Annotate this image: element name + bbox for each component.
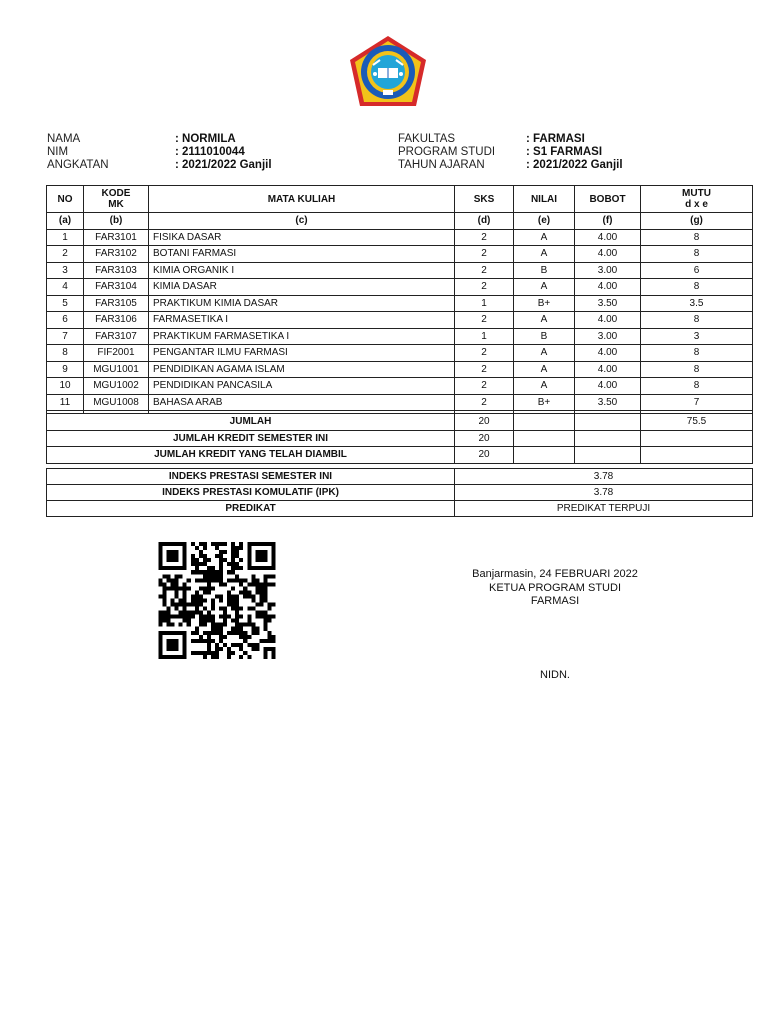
cell-sks: 2 — [455, 361, 514, 378]
cell-mata-kuliah: FARMASETIKA I — [149, 312, 455, 329]
cell-kode: FAR3104 — [84, 279, 149, 296]
header-nilai: NILAI — [514, 186, 575, 213]
cell-sks: 2 — [455, 312, 514, 329]
cell-mata-kuliah: PRAKTIKUM KIMIA DASAR — [149, 295, 455, 312]
cell-bobot: 4.00 — [575, 279, 641, 296]
subheader-b: (b) — [84, 213, 149, 230]
subheader-e: (e) — [514, 213, 575, 230]
kredit-diambil-label: JUMLAH KREDIT YANG TELAH DIAMBIL — [47, 447, 455, 464]
cell-mata-kuliah: PENGANTAR ILMU FARMASI — [149, 345, 455, 362]
cell-nilai: A — [514, 361, 575, 378]
student-info-left — [47, 133, 272, 172]
cell-kode: MGU1002 — [84, 378, 149, 395]
header-mata-kuliah: MATA KULIAH — [149, 186, 455, 213]
signature-title: KETUA PROGRAM STUDI — [488, 581, 622, 594]
cell-mata-kuliah: PENDIDIKAN AGAMA ISLAM — [149, 361, 455, 378]
info-row-nama — [47, 133, 272, 146]
info-label: NIM — [47, 146, 69, 158]
cell-sks: 2 — [455, 345, 514, 362]
cell-no: 2 — [47, 246, 84, 263]
cell-sks: 1 — [455, 328, 514, 345]
jumlah-mutu: 75.5 — [641, 414, 753, 431]
empty-cell — [514, 447, 575, 464]
ips-row — [47, 469, 753, 485]
table-row — [47, 394, 753, 411]
cell-mutu: 8 — [641, 229, 753, 246]
cell-bobot: 4.00 — [575, 378, 641, 395]
ips-value: 3.78 — [455, 469, 753, 485]
cell-kode: FAR3101 — [84, 229, 149, 246]
cell-mata-kuliah: BAHASA ARAB — [149, 394, 455, 411]
subheader-d: (d) — [455, 213, 514, 230]
empty-cell — [575, 414, 641, 431]
empty-cell — [514, 414, 575, 431]
cell-nilai: A — [514, 246, 575, 263]
cell-bobot: 3.50 — [575, 394, 641, 411]
ipk-label: INDEKS PRESTASI KOMULATIF (IPK) — [47, 485, 455, 501]
cell-kode: MGU1001 — [84, 361, 149, 378]
info-row-tahun-ajaran — [398, 159, 623, 172]
empty-cell — [641, 447, 753, 464]
cell-no: 1 — [47, 229, 84, 246]
cell-kode: FAR3105 — [84, 295, 149, 312]
cell-nilai: A — [514, 345, 575, 362]
cell-nilai: A — [514, 378, 575, 395]
info-row-angkatan — [47, 159, 272, 172]
info-label: PROGRAM STUDI — [398, 146, 496, 158]
cell-sks: 2 — [455, 394, 514, 411]
cell-mata-kuliah: PENDIDIKAN PANCASILA — [149, 378, 455, 395]
kredit-diambil-value: 20 — [455, 447, 514, 464]
cell-mutu: 8 — [641, 246, 753, 263]
cell-no: 8 — [47, 345, 84, 362]
header-mutu-line2: d x e — [685, 199, 708, 210]
header-sks: SKS — [455, 186, 514, 213]
cell-mata-kuliah: KIMIA ORGANIK I — [149, 262, 455, 279]
info-value: : NORMILA — [175, 133, 236, 145]
predikat-row — [47, 501, 753, 517]
ipk-row — [47, 485, 753, 501]
empty-cell — [575, 430, 641, 447]
signature-place-date: Banjarmasin, 24 FEBRUARI 2022 — [472, 568, 638, 580]
table-row — [47, 295, 753, 312]
cell-sks: 1 — [455, 295, 514, 312]
empty-cell — [641, 430, 753, 447]
kredit-semester-value: 20 — [455, 430, 514, 447]
cell-mutu: 8 — [641, 345, 753, 362]
cell-sks: 2 — [455, 229, 514, 246]
header-mutu-line1: MUTU — [682, 188, 711, 199]
grades-table — [46, 185, 753, 464]
cell-nilai: B+ — [514, 394, 575, 411]
qr-code-icon — [155, 542, 279, 659]
grade-rows — [47, 229, 753, 411]
info-label: ANGKATAN — [47, 159, 109, 171]
signature-unit: FARMASI — [530, 595, 580, 607]
header-kode-mk — [84, 186, 149, 213]
table-row — [47, 246, 753, 263]
jumlah-row — [47, 414, 753, 431]
subheader-f: (f) — [575, 213, 641, 230]
cell-kode: FAR3107 — [84, 328, 149, 345]
cell-no: 3 — [47, 262, 84, 279]
table-row — [47, 229, 753, 246]
info-row-nim — [47, 146, 272, 159]
info-value: : S1 FARMASI — [526, 146, 603, 158]
cell-no: 11 — [47, 394, 84, 411]
table-header-row — [47, 186, 753, 213]
cell-mutu: 3 — [641, 328, 753, 345]
table-row — [47, 361, 753, 378]
subheader-g: (g) — [641, 213, 753, 230]
cell-mata-kuliah: PRAKTIKUM FARMASETIKA I — [149, 328, 455, 345]
cell-mata-kuliah: FISIKA DASAR — [149, 229, 455, 246]
table-row — [47, 312, 753, 329]
ips-label: INDEKS PRESTASI SEMESTER INI — [47, 469, 455, 485]
predikat-label: PREDIKAT — [47, 501, 455, 517]
cell-kode: MGU1008 — [84, 394, 149, 411]
info-label: TAHUN AJARAN — [398, 159, 485, 171]
cell-kode: FAR3106 — [84, 312, 149, 329]
cell-no: 5 — [47, 295, 84, 312]
cell-mutu: 6 — [641, 262, 753, 279]
cell-sks: 2 — [455, 246, 514, 263]
cell-no: 10 — [47, 378, 84, 395]
ipk-value: 3.78 — [455, 485, 753, 501]
header-no: NO — [47, 186, 84, 213]
info-row-program-studi — [398, 146, 623, 159]
student-info-right — [398, 133, 623, 172]
kredit-semester-row — [47, 430, 753, 447]
info-label: NAMA — [47, 133, 81, 145]
jumlah-label: JUMLAH — [47, 414, 455, 431]
cell-sks: 2 — [455, 262, 514, 279]
header-bobot: BOBOT — [575, 186, 641, 213]
cell-bobot: 3.00 — [575, 262, 641, 279]
cell-bobot: 4.00 — [575, 361, 641, 378]
empty-cell — [514, 430, 575, 447]
cell-nilai: A — [514, 229, 575, 246]
cell-kode: FAR3103 — [84, 262, 149, 279]
cell-sks: 2 — [455, 279, 514, 296]
subheader-c: (c) — [149, 213, 455, 230]
table-row — [47, 378, 753, 395]
cell-nilai: A — [514, 279, 575, 296]
jumlah-sks: 20 — [455, 414, 514, 431]
table-row — [47, 279, 753, 296]
predikat-value: PREDIKAT TERPUJI — [455, 501, 753, 517]
cell-nilai: B — [514, 262, 575, 279]
info-value: : FARMASI — [526, 133, 585, 145]
cell-kode: FIF2001 — [84, 345, 149, 362]
cell-mutu: 8 — [641, 312, 753, 329]
info-value: : 2021/2022 Ganjil — [526, 159, 623, 171]
cell-mutu: 8 — [641, 378, 753, 395]
header-mutu — [641, 186, 753, 213]
cell-no: 6 — [47, 312, 84, 329]
cell-sks: 2 — [455, 378, 514, 395]
ip-summary-table — [46, 468, 753, 517]
cell-no: 9 — [47, 361, 84, 378]
cell-no: 4 — [47, 279, 84, 296]
cell-no: 7 — [47, 328, 84, 345]
table-row — [47, 345, 753, 362]
cell-kode: FAR3102 — [84, 246, 149, 263]
info-value: : 2111010044 — [175, 146, 245, 158]
university-seal-icon — [346, 34, 430, 110]
table-row — [47, 262, 753, 279]
cell-bobot: 4.00 — [575, 345, 641, 362]
info-label: FAKULTAS — [398, 133, 456, 145]
empty-cell — [575, 447, 641, 464]
subheader-a: (a) — [47, 213, 84, 230]
cell-nilai: A — [514, 312, 575, 329]
info-value: : 2021/2022 Ganjil — [175, 159, 272, 171]
cell-mutu: 8 — [641, 279, 753, 296]
kredit-diambil-row — [47, 447, 753, 464]
cell-bobot: 4.00 — [575, 312, 641, 329]
cell-mata-kuliah: BOTANI FARMASI — [149, 246, 455, 263]
table-subheader-row — [47, 213, 753, 230]
cell-mutu: 7 — [641, 394, 753, 411]
cell-bobot: 3.00 — [575, 328, 641, 345]
signature-block — [440, 568, 670, 609]
cell-nilai: B+ — [514, 295, 575, 312]
kredit-semester-label: JUMLAH KREDIT SEMESTER INI — [47, 430, 455, 447]
header-kode-line1: KODE — [101, 188, 131, 199]
cell-bobot: 3.50 — [575, 295, 641, 312]
cell-mutu: 8 — [641, 361, 753, 378]
cell-nilai: B — [514, 328, 575, 345]
table-row — [47, 328, 753, 345]
cell-mata-kuliah: KIMIA DASAR — [149, 279, 455, 296]
info-row-fakultas — [398, 133, 623, 146]
signature-nidn: NIDN. — [540, 669, 570, 681]
cell-mutu: 3.5 — [641, 295, 753, 312]
cell-bobot: 4.00 — [575, 229, 641, 246]
cell-bobot: 4.00 — [575, 246, 641, 263]
header-kode-line2: MK — [108, 199, 124, 210]
